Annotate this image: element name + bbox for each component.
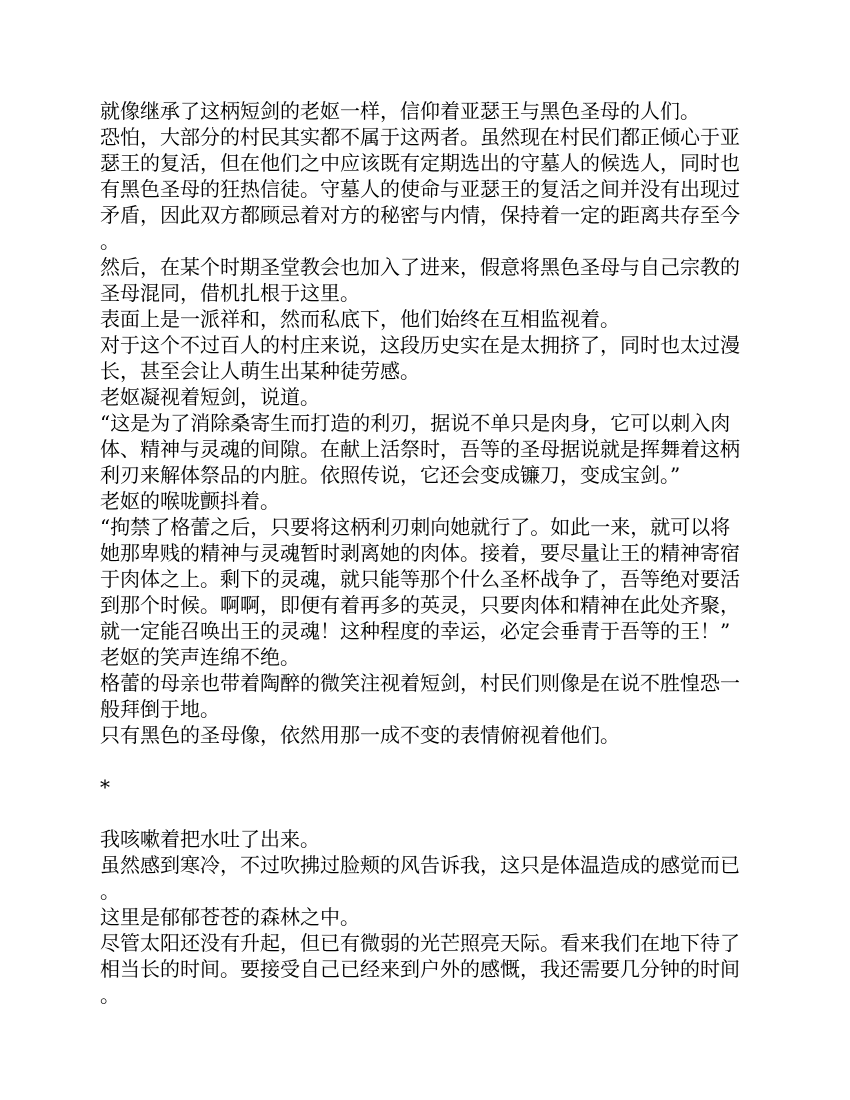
paragraph: 就像继承了这柄短剑的老妪一样，信仰着亚瑟王与黑色圣母的人们。 [100, 99, 700, 123]
paragraph: 只有黑色的圣母像，依然用那一成不变的表情俯视着他们。 [100, 723, 620, 747]
paragraph: 虽然感到寒冷，不过吹拂过脸颊的风告诉我，这只是体温造成的感觉而已。 [100, 853, 740, 903]
paragraph: “这是为了消除桑寄生而打造的利刃，据说不单只是肉身，它可以刺入肉体、精神与灵魂的间隙。在献上活祭时，吾等的圣母据说就是挥舞着这柄利刃来解体祭品的内脏。依照传说，它还会变成镰刀，变成宝剑。” [100, 411, 740, 487]
section-separator: * [100, 775, 110, 799]
paragraph: 老妪的笑声连绵不绝。 [100, 645, 300, 669]
paragraph: 老妪的喉咙颤抖着。 [100, 489, 280, 513]
paragraph: 表面上是一派祥和，然而私底下，他们始终在互相监视着。 [100, 307, 620, 331]
paragraph: “拘禁了格蕾之后，只要将这柄利刃刺向她就行了。如此一来，就可以将她那卑贱的精神与灵魂暂时剥离她的肉体。接着，要尽量让王的精神寄宿于肉体之上。剩下的灵魂，就只能等那个什么圣杯战争了，吾等绝对要活到那个时候。啊啊，即便有着再多的英灵，只要肉体和精神在此处齐聚，就一定能召唤出王的灵魂！这种程度的幸运，必定会垂青于吾等的王！” [100, 515, 740, 643]
paragraph: 对于这个不过百人的村庄来说，这段历史实在是太拥挤了，同时也太过漫长，甚至会让人萌生出某种徒劳感。 [100, 333, 740, 383]
document-body [100, 98, 750, 1008]
paragraph: 尽管太阳还没有升起，但已有微弱的光芒照亮天际。看来我们在地下待了相当长的时间。要接受自己已经来到户外的感慨，我还需要几分钟的时间。 [100, 931, 740, 1007]
paragraph: 恐怕，大部分的村民其实都不属于这两者。虽然现在村民们都正倾心于亚瑟王的复活，但在他们之中应该既有定期选出的守墓人的候选人，同时也有黑色圣母的狂热信徒。守墓人的使命与亚瑟王的复活之间并没有出现过矛盾，因此双方都顾忌着对方的秘密与内情，保持着一定的距离共存至今。 [100, 125, 740, 253]
paragraph: 格蕾的母亲也带着陶醉的微笑注视着短剑，村民们则像是在说不胜惶恐一般拜倒于地。 [100, 671, 740, 721]
paragraph: 老妪凝视着短剑，说道。 [100, 385, 320, 409]
paragraph: 我咳嗽着把水吐了出来。 [100, 827, 320, 851]
paragraph: 然后，在某个时期圣堂教会也加入了进来，假意将黑色圣母与自己宗教的圣母混同，借机扎根于这里。 [100, 255, 740, 305]
paragraph: 这里是郁郁苍苍的森林之中。 [100, 905, 360, 929]
